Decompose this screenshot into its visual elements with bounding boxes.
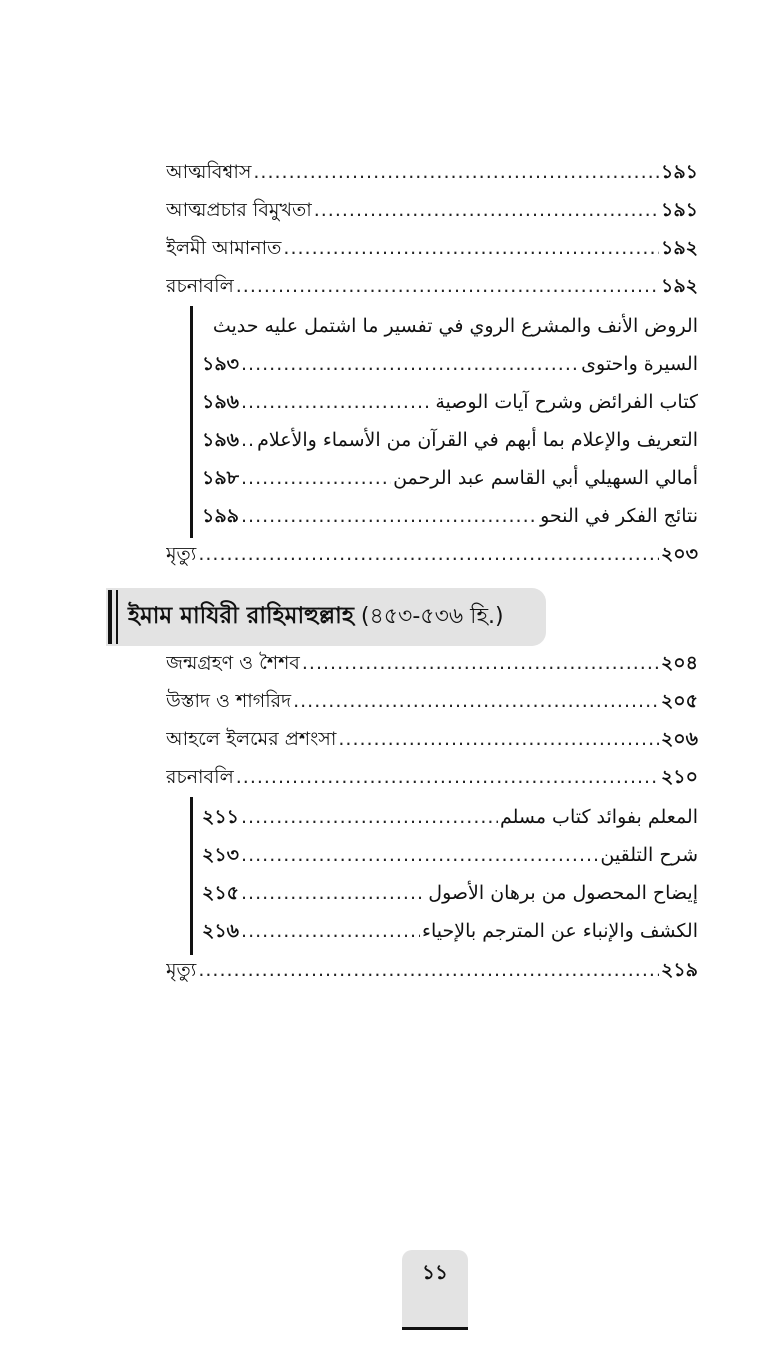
toc-entry-page: ২১৯ bbox=[660, 959, 698, 981]
toc-entry bbox=[166, 724, 698, 754]
toc-entry-page: ১৯২ bbox=[660, 275, 698, 297]
work-entry bbox=[202, 311, 698, 341]
work-title: المعلم بفوائد كتاب مسلم bbox=[499, 806, 698, 828]
work-title: شرح التلقين bbox=[600, 844, 698, 866]
toc-entry-label: উস্তাদ ও শাগরিদ bbox=[166, 690, 292, 712]
toc-entry-label: আহলে ইলমের প্রশংসা bbox=[166, 728, 337, 750]
work-entry bbox=[202, 878, 698, 908]
toc-entry-label: আত্মবিশ্বাস bbox=[166, 161, 252, 183]
dot-leader bbox=[236, 762, 659, 792]
work-title: التعريف والإعلام بما أبهم في القرآن من الأسماء والأعلام bbox=[257, 429, 698, 451]
dot-leader bbox=[338, 724, 659, 754]
toc-entry bbox=[166, 233, 698, 263]
chapter-years: (৪৫৩-৫৩৬ হি.) bbox=[360, 604, 504, 629]
toc-entry bbox=[166, 686, 698, 716]
toc-entry bbox=[166, 271, 698, 301]
dot-leader bbox=[198, 539, 659, 569]
dot-leader bbox=[241, 840, 598, 870]
work-page: ১৯৬ bbox=[202, 429, 240, 451]
toc-entry-label: রচনাবলি bbox=[166, 766, 234, 788]
dot-leader bbox=[314, 195, 659, 225]
toc-entry bbox=[166, 157, 698, 187]
work-page: ২১৫ bbox=[202, 882, 240, 904]
toc-entry-page: ২০৩ bbox=[660, 543, 698, 565]
work-entry bbox=[202, 501, 698, 531]
work-title: كتاب الفرائض وشرح آيات الوصية bbox=[435, 391, 698, 413]
dot-leader bbox=[198, 955, 659, 985]
work-title: الكشف والإنباء عن المترجم بالإحياء bbox=[422, 920, 698, 942]
toc-entry-page: ১৯১ bbox=[661, 199, 698, 221]
work-title: نتائج الفكر في النحو bbox=[540, 505, 698, 527]
work-entry bbox=[202, 387, 698, 417]
work-title: السيرة واحتوى bbox=[581, 353, 698, 375]
toc-entry-label: মৃত্যু bbox=[166, 959, 197, 981]
works-bracket-line bbox=[190, 306, 193, 538]
toc-entry bbox=[166, 539, 698, 569]
toc-entry-page: ১৯২ bbox=[660, 237, 698, 259]
work-page: ২১৩ bbox=[202, 844, 240, 866]
work-title: الروض الأنف والمشرع الروي في تفسير ما اشتمل عليه حديث bbox=[212, 315, 698, 337]
toc-entry-page: ২০৪ bbox=[660, 652, 698, 674]
heading-bar bbox=[108, 590, 112, 644]
work-entry bbox=[202, 802, 698, 832]
toc-entry-label: রচনাবলি bbox=[166, 275, 234, 297]
work-title: أمالي السهيلي أبي القاسم عبد الرحمن bbox=[393, 467, 698, 489]
works-bracket-line bbox=[190, 797, 193, 955]
work-entry bbox=[202, 349, 698, 379]
dot-leader bbox=[253, 157, 659, 187]
dot-leader bbox=[241, 425, 255, 455]
work-title: إيضاح المحصول من برهان الأصول bbox=[428, 882, 698, 904]
dot-leader bbox=[293, 686, 659, 716]
toc-entry-page: ১৯১ bbox=[661, 161, 698, 183]
dot-leader bbox=[241, 501, 538, 531]
work-page: ১৯৯ bbox=[202, 505, 239, 527]
toc-entry-page: ২০৫ bbox=[660, 690, 698, 712]
dot-leader bbox=[302, 648, 659, 678]
dot-leader bbox=[241, 349, 579, 379]
toc-entry-page: ২১০ bbox=[660, 766, 698, 788]
work-page: ২১৬ bbox=[202, 920, 240, 942]
page-number: ১১ bbox=[422, 1260, 448, 1284]
toc-entry-label: ইলমী আমানাত bbox=[166, 237, 282, 259]
toc-entry-page: ২০৬ bbox=[660, 728, 698, 750]
work-entry bbox=[202, 463, 698, 493]
work-page: ১৯৬ bbox=[202, 391, 240, 413]
dot-leader bbox=[283, 233, 659, 263]
chapter-heading bbox=[128, 598, 504, 634]
page-number-underline bbox=[402, 1327, 468, 1330]
toc-entry bbox=[166, 648, 698, 678]
dot-leader bbox=[241, 802, 498, 832]
heading-bar bbox=[116, 590, 118, 644]
dot-leader bbox=[236, 271, 659, 301]
work-page: ২১১ bbox=[202, 806, 240, 828]
dot-leader bbox=[241, 878, 426, 908]
toc-entry-label: জন্মগ্রহণ ও শৈশব bbox=[166, 652, 300, 674]
dot-leader bbox=[241, 916, 420, 946]
toc-entry-label: আত্মপ্রচার বিমুখতা bbox=[166, 199, 312, 221]
work-page: ১৯৩ bbox=[202, 353, 240, 375]
work-entry bbox=[202, 916, 698, 946]
toc-entry-label: মৃত্যু bbox=[166, 543, 197, 565]
work-page: ১৯৮ bbox=[202, 467, 239, 489]
work-entry bbox=[202, 425, 698, 455]
toc-entry bbox=[166, 195, 698, 225]
dot-leader bbox=[241, 463, 391, 493]
dot-leader bbox=[241, 387, 433, 417]
toc-entry bbox=[166, 762, 698, 792]
work-entry bbox=[202, 840, 698, 870]
chapter-title: ইমাম মাযিরী রাহিমাহুল্লাহ bbox=[128, 603, 354, 629]
toc-entry bbox=[166, 955, 698, 985]
